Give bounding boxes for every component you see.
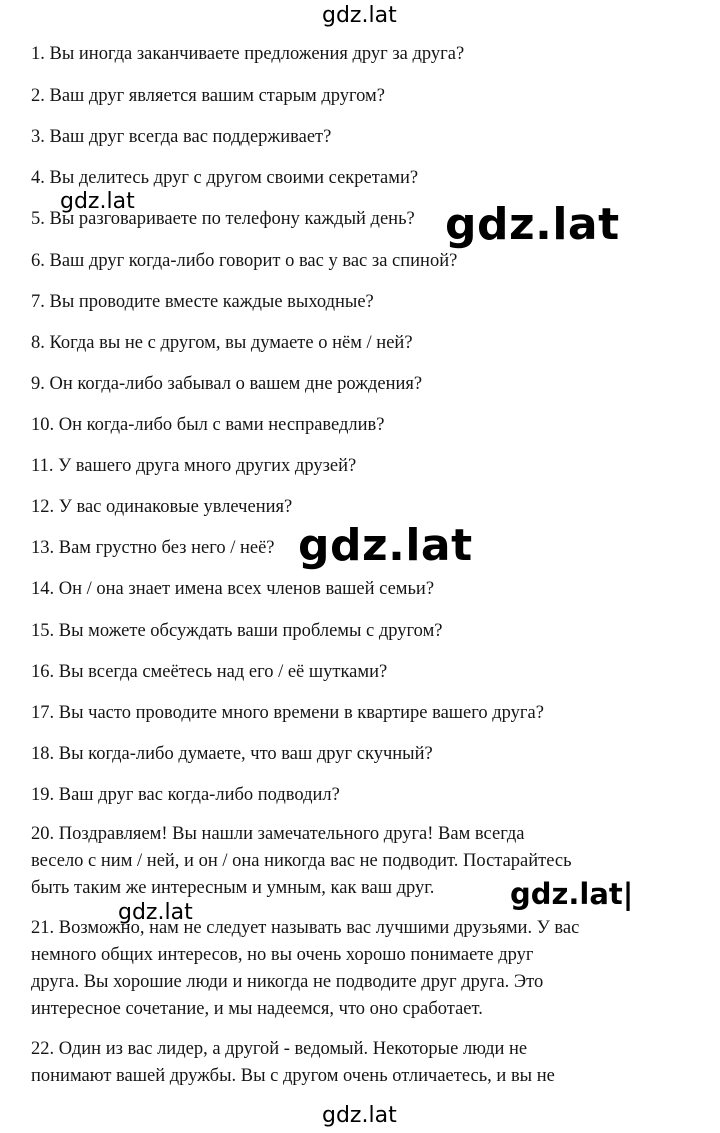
paragraph-line: весело с ним / ней, и он / она никогда вас не подводит. Постарайтесь bbox=[31, 851, 572, 871]
result-paragraph-21 bbox=[31, 915, 579, 1023]
paragraph-line: быть таким же интересным и умным, как ваш друг. bbox=[31, 878, 435, 898]
paragraph-line: друга. Вы хорошие люди и никогда не подводите друг друга. Это bbox=[31, 972, 544, 992]
question-14: 14. Он / она знает имена всех членов вашей семьи? bbox=[31, 579, 435, 599]
question-15: 15. Вы можете обсуждать ваши проблемы с другом? bbox=[31, 621, 443, 641]
question-1: 1. Вы иногда заканчиваете предложения друг за друга? bbox=[31, 44, 465, 64]
watermark-large-center: gdz.lat bbox=[298, 520, 473, 571]
question-6: 6. Ваш друг когда-либо говорит о вас у вас за спиной? bbox=[31, 251, 458, 271]
watermark-mid-right: gdz.lat| bbox=[510, 877, 634, 911]
question-2: 2. Ваш друг является вашим старым другом? bbox=[31, 86, 385, 106]
question-16: 16. Вы всегда смеётесь над его / её шутками? bbox=[31, 662, 388, 682]
question-4: 4. Вы делитесь друг с другом своими секретами? bbox=[31, 168, 419, 188]
question-8: 8. Когда вы не с другом, вы думаете о нём / ней? bbox=[31, 333, 413, 353]
question-17: 17. Вы часто проводите много времени в квартире вашего друга? bbox=[31, 703, 544, 723]
question-10: 10. Он когда-либо был с вами несправедлив? bbox=[31, 415, 385, 435]
watermark-small-left: gdz.lat bbox=[60, 189, 135, 214]
question-7: 7. Вы проводите вместе каждые выходные? bbox=[31, 292, 374, 312]
watermark-top: gdz.lat bbox=[322, 3, 397, 28]
paragraph-line: интересное сочетание, и мы надеемся, что оно сработает. bbox=[31, 999, 483, 1019]
paragraph-line: 22. Один из вас лидер, а другой - ведомый. Некоторые люди не bbox=[31, 1039, 528, 1059]
question-13: 13. Вам грустно без него / неё? bbox=[31, 538, 275, 558]
watermark-small-mid: gdz.lat bbox=[118, 900, 193, 925]
result-paragraph-20 bbox=[31, 821, 572, 902]
paragraph-line: понимают вашей дружбы. Вы с другом очень отличаетесь, и вы не bbox=[31, 1066, 555, 1086]
paragraph-line: 20. Поздравляем! Вы нашли замечательного друга! Вам всегда bbox=[31, 824, 525, 844]
question-5: 5. Вы разговариваете по телефону каждый день? bbox=[31, 209, 415, 229]
watermark-large-right: gdz.lat bbox=[445, 199, 620, 250]
paragraph-line: 21. Возможно, нам не следует называть вас лучшими друзьями. У вас bbox=[31, 918, 580, 938]
paragraph-line: немного общих интересов, но вы очень хорошо понимаете друг bbox=[31, 945, 534, 965]
question-19: 19. Ваш друг вас когда-либо подводил? bbox=[31, 785, 340, 805]
question-9: 9. Он когда-либо забывал о вашем дне рождения? bbox=[31, 374, 423, 394]
result-paragraph-22 bbox=[31, 1036, 555, 1090]
question-3: 3. Ваш друг всегда вас поддерживает? bbox=[31, 127, 332, 147]
question-18: 18. Вы когда-либо думаете, что ваш друг скучный? bbox=[31, 744, 433, 764]
question-12: 12. У вас одинаковые увлечения? bbox=[31, 497, 293, 517]
watermark-bottom: gdz.lat bbox=[322, 1103, 397, 1128]
question-11: 11. У вашего друга много других друзей? bbox=[31, 456, 357, 476]
